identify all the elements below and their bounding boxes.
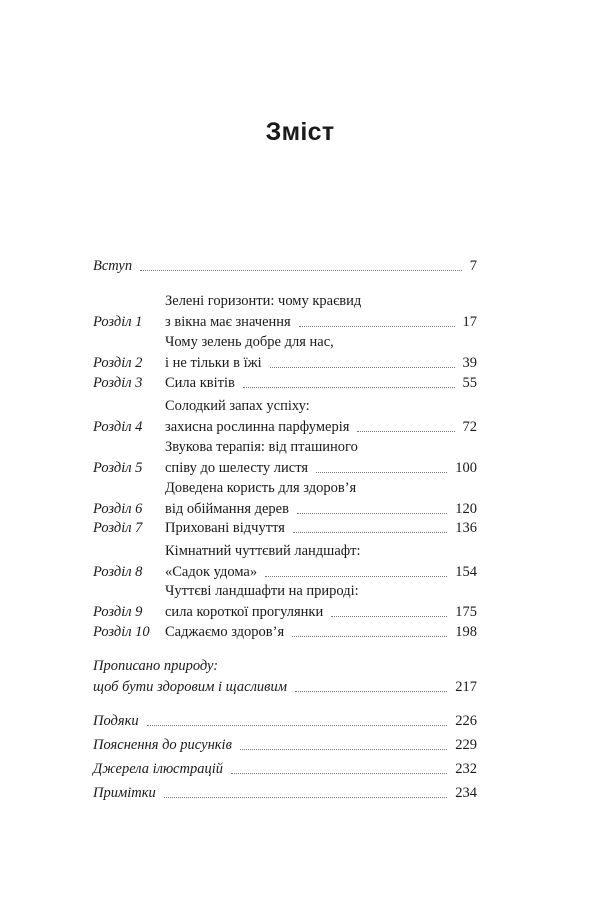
toc-page-number: 198 <box>455 624 477 640</box>
toc-page-number: 120 <box>455 501 477 517</box>
dot-leader <box>140 270 462 271</box>
toc-entry-title-line1: Чуттєві ландшафти на природі: <box>165 583 359 599</box>
toc-entry-title-line2: з вікна має значення <box>165 314 291 330</box>
toc-entry-title-line1: Кімнатний чуттєвий ландшафт: <box>165 543 361 559</box>
toc-page-number: 234 <box>455 785 477 801</box>
toc-entry-title-line1: Звукова терапія: від пташиного <box>165 439 358 455</box>
toc-page-number: 226 <box>455 713 477 729</box>
toc-entry-title-line1: Солодкий запах успіху: <box>165 398 310 414</box>
toc-entry-chapter-5[interactable] <box>93 437 477 479</box>
toc-entry-title-line1: Зелені горизонти: чому краєвид <box>165 293 362 309</box>
dot-leader <box>231 773 447 774</box>
toc-page-number: 175 <box>455 604 477 620</box>
toc-entry-acknowledgements[interactable] <box>93 711 477 732</box>
chapter-label: Розділ 6 <box>93 501 143 517</box>
chapter-label: Розділ 3 <box>93 375 143 391</box>
toc-entry-title-line2: сила короткої прогулянки <box>165 604 324 620</box>
dot-leader <box>147 725 448 726</box>
toc-entry-title-line1: Прописано природу: <box>93 658 219 674</box>
toc-entry-intro[interactable] <box>93 256 477 277</box>
toc-entry-title: Пояснення до рисунків <box>93 737 232 753</box>
toc-entry-title: Приховані відчуття <box>165 520 285 536</box>
toc-entry-figure-notes[interactable] <box>93 735 477 756</box>
dot-leader <box>331 616 447 617</box>
toc-entry-chapter-4[interactable] <box>93 396 477 438</box>
toc-entry-chapter-1[interactable] <box>93 291 477 333</box>
toc-entry-chapter-10[interactable] <box>93 622 477 643</box>
chapter-label: Розділ 1 <box>93 314 143 330</box>
toc-entry-title-line2: щоб бути здоровим і щасливим <box>93 679 287 695</box>
toc-entry-title: Подяки <box>93 713 139 729</box>
toc-page-number: 17 <box>462 314 477 330</box>
toc-entry-chapter-6[interactable] <box>93 478 477 520</box>
toc-entry-title: Сила квітів <box>165 375 235 391</box>
chapter-label: Розділ 10 <box>93 624 150 640</box>
dot-leader <box>295 691 447 692</box>
dot-leader <box>316 472 447 473</box>
toc-page-number: 154 <box>455 564 477 580</box>
chapter-label: Розділ 8 <box>93 564 143 580</box>
dot-leader <box>357 431 454 432</box>
dot-leader <box>299 326 455 327</box>
toc-page-number: 7 <box>469 258 477 274</box>
toc-entry-title-line2: співу до шелесту листя <box>165 460 309 476</box>
toc-page-number: 229 <box>455 737 477 753</box>
toc-entry-notes[interactable] <box>93 783 477 804</box>
toc-entry-title-line1: Чому зелень добре для нас, <box>165 334 334 350</box>
toc-page-number: 100 <box>455 460 477 476</box>
toc-entry-title: Саджаємо здоров’я <box>165 624 285 640</box>
toc-entry-title-line2: від обіймання дерев <box>165 501 289 517</box>
dot-leader <box>240 749 447 750</box>
chapter-label: Розділ 2 <box>93 355 143 371</box>
dot-leader <box>265 576 447 577</box>
dot-leader <box>243 387 455 388</box>
toc-page-number: 55 <box>462 375 477 391</box>
toc-page-number: 217 <box>455 679 477 695</box>
toc-entry-chapter-8[interactable] <box>93 541 477 583</box>
toc-entry-title-line2: «Садок удома» <box>165 564 258 580</box>
toc-entry-title: Вступ <box>93 258 133 274</box>
toc-page-number: 72 <box>462 419 477 435</box>
toc-entry-chapter-7[interactable] <box>93 518 477 539</box>
toc-page-number: 232 <box>455 761 477 777</box>
dot-leader <box>297 513 447 514</box>
chapter-label: Розділ 7 <box>93 520 143 536</box>
toc-entry-title-line2: і не тільки в їжі <box>165 355 262 371</box>
dot-leader <box>270 367 455 368</box>
page-title: Зміст <box>265 118 335 146</box>
toc-entry-chapter-2[interactable] <box>93 332 477 374</box>
toc-entry-prescribed[interactable] <box>93 656 477 698</box>
dot-leader <box>292 636 447 637</box>
dot-leader <box>293 532 447 533</box>
toc-page-number: 136 <box>455 520 477 536</box>
chapter-label: Розділ 9 <box>93 604 143 620</box>
toc-entry-title: Примітки <box>93 785 156 801</box>
chapter-label: Розділ 5 <box>93 460 143 476</box>
toc-entry-illustration-sources[interactable] <box>93 759 477 780</box>
toc-entry-title-line1: Доведена користь для здоров’я <box>165 480 357 496</box>
toc-entry-title-line2: захисна рослинна парфумерія <box>165 419 350 435</box>
toc-entry-chapter-9[interactable] <box>93 581 477 623</box>
toc-entry-title: Джерела ілюстрацій <box>93 761 223 777</box>
chapter-label: Розділ 4 <box>93 419 143 435</box>
toc-entry-chapter-3[interactable] <box>93 373 477 394</box>
toc-page-number: 39 <box>462 355 477 371</box>
dot-leader <box>164 797 447 798</box>
